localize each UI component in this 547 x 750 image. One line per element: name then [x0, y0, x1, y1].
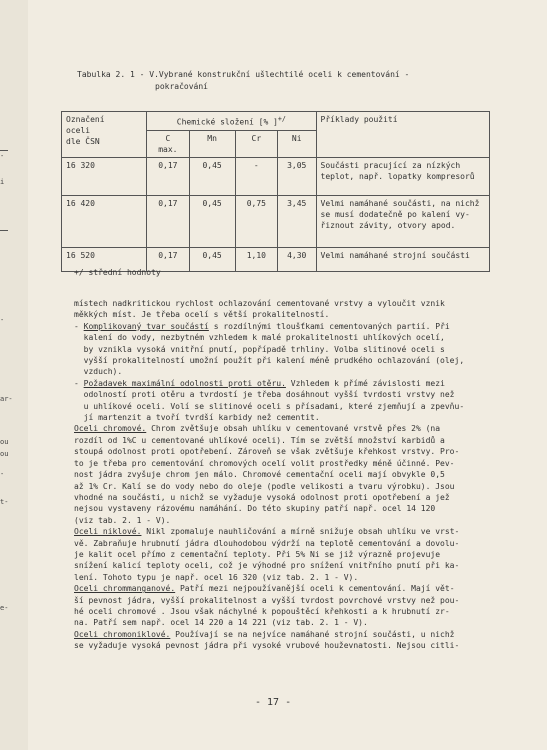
- adjacent-page-edge: [0, 0, 28, 750]
- table-footnote: +/ střední hodnoty: [74, 268, 161, 277]
- text-fragment: vhodné na součásti, u nichž se vyžaduje vysoká odolnost proti opotřebení a jež: [74, 492, 450, 502]
- text-fragment: Chrom zvětšuje obsah uhlíku v cementované vrstvě přes 2% (na: [146, 424, 441, 434]
- text-line: [74, 469, 506, 480]
- text-line: [74, 640, 506, 651]
- header-manganese: Mn: [189, 130, 235, 157]
- edge-fragment: ou: [0, 450, 9, 458]
- text-fragment: nejsou vystaveny rázovému namáhání. Do této skupiny patří např. ocel 14 120: [74, 504, 436, 514]
- text-line: [74, 344, 506, 355]
- cell-uses: [316, 247, 490, 271]
- cell-mn: 0,45: [189, 247, 235, 271]
- text-fragment: (viz tab. 2. 1 - V).: [74, 515, 171, 525]
- text-line: [74, 366, 506, 377]
- text-line: [74, 355, 506, 366]
- section-heading: Oceli chromoniklové.: [74, 629, 171, 639]
- text-line: [74, 321, 506, 332]
- text-line: [74, 412, 506, 423]
- cell-cr: 0,75: [235, 195, 277, 247]
- text-line: [74, 526, 506, 537]
- text-line: [74, 481, 506, 492]
- header-text: oceli: [66, 126, 91, 135]
- text-line: [74, 595, 506, 606]
- table-row: [62, 195, 490, 247]
- text-line: [74, 389, 506, 400]
- text-fragment: místech nadkritickou rychlost ochlazování cementované vrstvy a vyloučit vznik: [74, 299, 445, 308]
- footnote-marker: +/: [277, 115, 286, 123]
- header-chromium: Cr: [235, 130, 277, 157]
- text-fragment: Patří mezi nejpoužívanější oceli k cementování. Mají vět-: [175, 584, 455, 594]
- text-fragment: -: [74, 378, 84, 388]
- cell-steel: 16 420: [62, 195, 147, 247]
- section-heading: Oceli niklové.: [74, 527, 142, 537]
- edge-fragment: ar-: [0, 395, 13, 403]
- text-fragment: až 1% Cr. Kalí se do vody nebo do oleje (podle velikosti a tvaru výrobku). Jsou: [74, 481, 455, 491]
- text-fragment: na. Patří sem např. ocel 14 220 a 14 221 (viz tab. 2. 1 - V).: [74, 618, 368, 628]
- cell-ni: 4,30: [278, 247, 317, 271]
- text-fragment: s rozdílnými tloušťkami cementovaných partií. Při: [208, 321, 450, 331]
- text-line: [74, 515, 506, 526]
- text-line: [74, 378, 506, 389]
- text-fragment: měkkých míst. Je třeba ocelí s větší prokalitelností.: [74, 310, 330, 320]
- edge-fragment: -: [0, 316, 5, 324]
- text-fragment: u uhlíkové oceli. Volí se slitinové oceli s přísadami, které zjemňují a zpevňu-: [74, 401, 465, 411]
- text-line: [74, 458, 506, 469]
- steel-composition-table: [61, 111, 490, 272]
- section-heading: Oceli chrommanganové.: [74, 584, 176, 594]
- text-line: [74, 560, 506, 571]
- text-line: [74, 401, 506, 412]
- table-caption: [77, 69, 409, 93]
- text-fragment: rozdíl od 1%C u cementované uhlíkové oceli). Tím se zvětší množství karbidů a: [74, 435, 445, 445]
- edge-fragment: -: [0, 470, 5, 478]
- text-line: [74, 298, 506, 309]
- uses-line: se musí dodatečně po kalení vy-: [320, 209, 470, 219]
- text-fragment: lení. Tohoto typu je např. ocel 16 320 (viz tab. 2. 1 - V).: [74, 572, 359, 582]
- text-fragment: Nikl zpomaluje nauhličování a mírně snižuje obsah uhlíku ve vrst-: [141, 527, 460, 537]
- text-fragment: hé oceli chromové . Jsou však náchylné k popouštěcí křehkosti a k hrubnutí zr-: [74, 606, 450, 616]
- text-line: [74, 332, 506, 343]
- text-line: [74, 492, 506, 503]
- text-line: [74, 629, 506, 640]
- uses-line: řiznout závity, otvory apod.: [320, 220, 456, 230]
- edge-fragment: -: [0, 152, 5, 160]
- caption-line-2: pokračování: [155, 82, 208, 91]
- section-heading: Oceli chromové.: [74, 424, 147, 434]
- text-fragment: Vzhledem k přímé závislosti mezi: [285, 378, 445, 388]
- table-row: [62, 157, 490, 195]
- text-fragment: je kalit ocel přímo z cementační teploty. Při 5% Ni se již výrazně projevuje: [74, 549, 441, 559]
- uses-line: Velmi namáhané strojní součásti: [320, 250, 470, 260]
- cell-c: 0,17: [147, 157, 189, 195]
- uses-line: teplot, např. lopatky kompresorů: [320, 171, 475, 181]
- text-fragment: Používají se na nejvíce namáhané strojní součásti, u nichž: [170, 629, 455, 639]
- text-line: [74, 549, 506, 560]
- header-nickel: Ni: [278, 130, 317, 157]
- cell-steel: 16 320: [62, 157, 147, 195]
- table-header-row: [62, 112, 490, 131]
- text-fragment: se vyžaduje vysoká pevnost jádra při vysoké vrubové houževnatosti. Nejsou citli-: [74, 641, 460, 651]
- text-fragment: -: [74, 321, 84, 331]
- text-fragment: to je třeba pro cementování chromových ocelí volit prostředky méně účinné. Pev-: [74, 458, 455, 468]
- cell-cr: -: [235, 157, 277, 195]
- uses-line: Velmi namáhané součásti, na nichž: [320, 198, 480, 208]
- section-heading: Požadavek maximální odolnosti proti otěru.: [83, 378, 286, 388]
- text-line: [74, 583, 506, 594]
- header-designation: [62, 112, 147, 158]
- cell-ni: 3,45: [278, 195, 317, 247]
- header-text: Chemické složení [% ]: [176, 117, 278, 127]
- edge-fragment: e-: [0, 604, 9, 612]
- text-fragment: kalení do vody, nezbytném vzhledem k malé prokalitelnosti uhlíkových ocelí,: [74, 333, 445, 343]
- text-fragment: odolností proti otěru a tvrdostí je třeba dosáhnout vyšší tvrdosti vrstvy než: [74, 390, 455, 400]
- header-text: dle ČSN: [66, 137, 100, 146]
- text-fragment: snížení kalicí teploty oceli, což je výhodné pro snížení vnitřního pnutí při ka-: [74, 561, 460, 571]
- cell-ni: 3,05: [278, 157, 317, 195]
- cell-uses: [316, 195, 490, 247]
- text-fragment: vě. Zabraňuje hrubnutí jádra dlouhodobou výdrží na teplotě cementování a dovolu-: [74, 538, 460, 548]
- header-chemical-composition: [147, 112, 316, 131]
- cell-uses: [316, 157, 490, 195]
- text-line: [74, 423, 506, 434]
- edge-fragment: i: [0, 178, 5, 186]
- cell-steel: 16 520: [62, 247, 147, 271]
- text-fragment: nost jádra zvyšuje chrom jen málo. Chromové cementační oceli mají obvykle 0,5: [74, 470, 445, 480]
- caption-line-1: Tabulka 2. 1 - V.Vybrané konstrukční ušlechtilé oceli k cementování -: [77, 70, 410, 79]
- text-fragment: ší pevnost jádra, vyšší prokalitelnost a vyšší tvrdost povrchové vrstvy než pou-: [74, 595, 460, 605]
- edge-fragment: ou: [0, 438, 9, 446]
- cell-cr: 1,10: [235, 247, 277, 271]
- text-fragment: vzduch).: [74, 367, 123, 377]
- cell-mn: 0,45: [189, 157, 235, 195]
- header-carbon: [147, 130, 189, 157]
- header-uses: Příklady použití: [316, 112, 490, 158]
- text-line: [74, 606, 506, 617]
- text-line: [74, 617, 506, 628]
- header-text: max.: [158, 144, 178, 154]
- header-text: Označení: [66, 115, 105, 124]
- uses-line: Součásti pracující za nízkých: [320, 160, 461, 170]
- section-heading: Komplikovaný tvar součástí: [83, 321, 209, 331]
- cell-mn: 0,45: [189, 195, 235, 247]
- text-line: [74, 572, 506, 583]
- text-line: [74, 435, 506, 446]
- header-text: C: [165, 133, 171, 143]
- text-fragment: by vznikla vysoká vnitřní pnutí, popřípadě trhliny. Volba slitinové oceli s: [74, 344, 445, 354]
- text-fragment: vyšší prokalitelností umožní použít při kalení méně prudkého ochlazování (olej,: [74, 356, 465, 366]
- page-number: - 17 -: [255, 697, 292, 708]
- text-line: [74, 538, 506, 549]
- text-fragment: jí martenzit a tvoří tvrdší karbidy než cementit.: [74, 413, 320, 423]
- margin-mark: [0, 150, 8, 151]
- margin-mark: [0, 230, 8, 231]
- cell-c: 0,17: [147, 195, 189, 247]
- body-text: [74, 298, 506, 652]
- text-line: [74, 446, 506, 457]
- cell-c: 0,17: [147, 247, 189, 271]
- text-line: [74, 503, 506, 514]
- text-fragment: stoupá odolnost proti opotřebení. Zároveň se však zvětšuje křehkost vrstvy. Pro-: [74, 447, 460, 457]
- text-line: [74, 309, 506, 320]
- edge-fragment: t-: [0, 498, 9, 506]
